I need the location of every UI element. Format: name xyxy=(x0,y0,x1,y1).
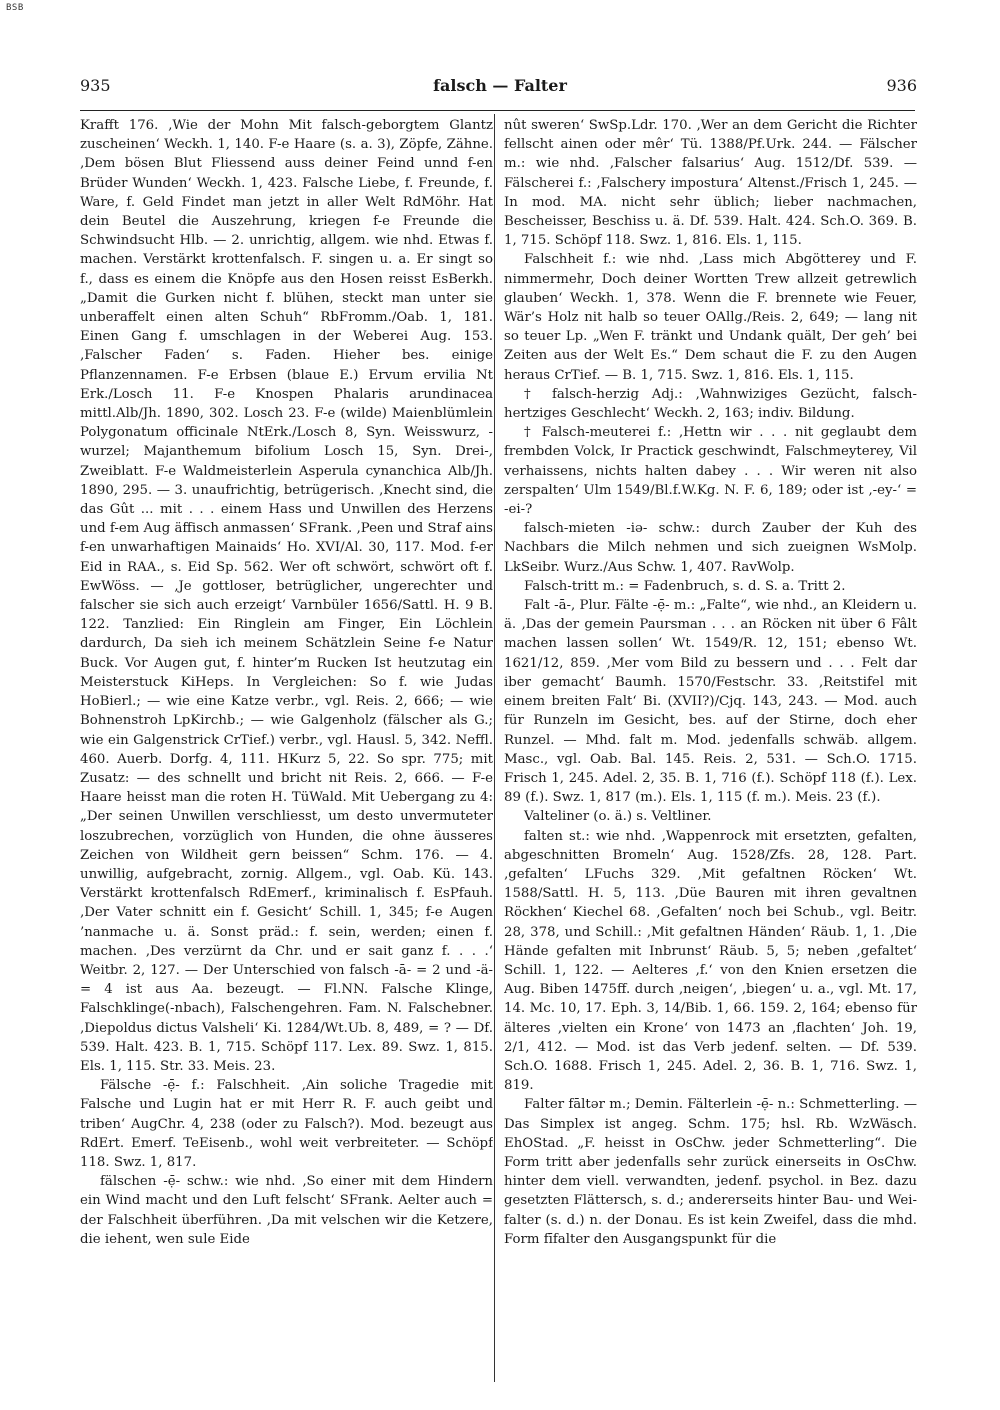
entry-falt: Falt -ā-, Plur. Fälte -ẹ̄- m.: „Falte“, wie nhd., an Kleidern u. ä. ‚Das der gemein Paursman . . . an Röcken nit über 6 Fâlt machen lassen sollen‘ Wt. 1549/R. 12, 151; ebenso Wt. 1621/12, 859. ‚Mer vom Bild zu bessern und . . . Felt dar iber gemacht‘ Baumh. 1570/Festschr. 33. ‚Reitstifel mit einem breiten Falt‘ Bi. (XVII?)/Cjq. 143, 243. — Mod. auch für Runzeln im Gesicht, bes. auf der Stirne, doch eher Runzel. — Mhd. falt m. Mod. jedenfalls schwäb. allgem. Masc., vgl. Oab. Bal. 145. Reis. 2, 531. — Sch.O. 1715. Frisch 1, 245. Adel. 2, 35. B. 1, 716 (f.). Schöpf 118 (f.). Lex. 89 (f.). Swz. 1, 817 (m.). Els. 1, 115 (f. m.). Meis. 23 (f.). xyxy=(504,598,917,806)
entry-falsch-meuterei: † Falsch-meuterei f.: ‚Hettn wir . . . nit geglaubt dem frembden Volck, Ir Practick geschwindt, Falschmeyterey, Vil verhaissens, nichts halten dabey . . . Wir weren nit also zerspalten‘ Ulm 1549/Bl.f.W.Kg. N. F. 6, 189; oder ist ‚-ey-‘ = -ei-? xyxy=(504,425,917,518)
entry-falschheit: Falschheit f.: wie nhd. ‚Lass mich Abgötterey und F. nimmermehr, Doch deiner Wortten Trew allzeit getrewlich glauben‘ Weckh. 1, 378. Wenn die F. brennete wie Feuer, Wär’s Holz nit halb so teuer OAllg./Reis. 2, 649; — lang nit so teuer Lp. „Wen F. tränkt und Undank quält, Der geh’ bei Zeiten aus der Welt Es.“ Dem schaut die F. zu den Augen heraus CrTief. — B. 1, 715. Swz. 1, 816. Els. 1, 115. xyxy=(504,252,917,383)
entry-falsch-continued: Krafft 176. ‚Wie der Mohn Mit falsch-geborgtem Glantz zuscheinen‘ Weckh. 1, 140. F-e Haare (s. a. 3), Zöpfe, Zähne. ‚Dem bösen Blut Fliessend auss deiner Feind unnd f-en Brüder Wunden‘ Weckh. 1, 423. Falsche Liebe, f. Freunde, f. Ware, f. Geld Findet man jetzt in aller Welt RdMöhr. Hat dein Beutel die Auszehrung, kriegen f-e Freunde die Schwindsucht Hlb. — 2. unrichtig, allgem. wie nhd. Etwas f. machen. Verstärkt krottenfalsch. F. singen u. a. Er singt so f., dass es einem die Knöpfe aus den Hosen reisst EsBerkh. „Damit die Gurken nicht f. blühen, steckt man unter sie unberaffelt einen alten Schuh“ RbFromm./Oab. 1, 181. Einen Gang f. umschlagen in der Weberei Aug. 153. ‚Falscher Faden‘ s. Faden. Hieher bes. einige Pflanzennamen. F-e Erbsen (blaue E.) Ervum ervilia Nt Erk./Losch 11. F-e Knospen Phalaris arundinacea mittl.Alb/Jh. 1890, 302. Losch 23. F-e (wilde) Maienblümlein Polygonatum officinale NtErk./Losch 8, Syn. Weisswurz, -wurzel; Majanthemum bifolium Losch 15, Syn. Drei-, Zweiblatt. F-e Waldmeisterlein Asperula cynanchica Alb/Jh. 1890, 295. — 3. unaufrichtig, betrügerisch. ‚Knecht sind, die das Gût ... mit . . . einem Hass und Unwillen des Herzens und f-em Aug äffisch anmassen‘ SFrank. ‚Peen und Straf ains f-en unwarhaftigen Mainaids‘ Ho. XVI/Al. 30, 117. Mod. f-er Eid in RAA., s. Eid Sp. 562. Wer oft schwört, schwört oft f. EwWöss. — ‚Je gottloser, betrüglicher, ungerechter und falscher sie sich auch erzeigt‘ Varnbüler 1656/Sattl. H. 9 B. 122. Tanzlied: Ein Ringlein am Finger, Ein Löchlein dardurch, Da sieh ich meinem Schätzlein Seine f-e Natur Buck. Vor Augen gut, f. hinter’m Rucken Ist heutzutag ein Meisterstuck KiHeps. In Vergleichen: So f. wie Judas HoBierl.; — wie eine Katze verbr., vgl. Reis. 2, 666; — wie Bohnenstroh LpKirchb.; — wie Galgenholz (fälscher als G.; wie ein Galgenstrick CrTief.) verbr., vgl. Hausl. 5, 342. Neffl. 460. Auerb. Dorfg. 4, 111. HKurz 5, 22. So spr. 775; mit Zusatz: — des schnellt und bricht nit Reis. 2, 666. — F-e Haare heisst man die roten H. TüWald. Mit Uebergang zu 4: „Der seinen Unwillen verschliesst, um desto unvermuteter loszubrechen, vorzüglich von Hunden, die ohne äusseres Zeichen von Wildheit gern beissen“ Schm. 176. — 4. unwillig, aufgebracht, zornig. Allgem., vgl. Oab. Kü. 143. Verstärkt krottenfalsch RdEmerf., kriminalisch f. EsPfauh. ‚Der Vater schnitt ein f. Gesicht‘ Schill. 1, 345; f-e Augen ’nanmache u. ä. Sonst präd.: f. sein, werden; einen f. machen. ‚Des verzürnt da Chr. und er sait ganz f. . . .‘ Weitbr. 2, 127. — Der Unterschied von falsch -ā- = 2 und -ä- = 4 ist aus Aa. bezeugt. — Fl.NN. Falsche Klinge, Falschklinge(-nbach), Falschengehren. Fam. N. Falschebner. ‚Diepoldus dictus Valsheli‘ Ki. 1284/Wt.Ub. 8, 489, = ? — Df. 539. Halt. 423. B. 1, 715. Schöpf 117. Lex. 89. Swz. 1, 815. Els. 1, 115. Str. 33. Meis. 23. xyxy=(80,118,493,1074)
entry-falsch-tritt: Falsch-tritt m.: = Fadenbruch, s. d. S. a. Tritt 2. xyxy=(524,578,846,594)
entry-falsch-mieten: falsch-mieten -iə- schw.: durch Zauber der Kuh des Nachbars die Milch nehmen und sich zueignen WsMolp. LkSeibr. Wurz./Aus Schw. 1, 407. RavWolp. xyxy=(504,521,917,575)
page-header xyxy=(0,76,1000,98)
column-left xyxy=(80,116,493,1386)
column-divider xyxy=(494,114,495,1382)
entry-falter: Falter fāltər m.; Demin. Fälterlein -ẹ̄- n.: Schmetterling. — Das Simplex ist angeg. Schm. 175; hsl. Rb. WzWäsch. EhOStad. „F. heisst in OsChw. jeder Schmetterling“. Die Form tritt aber jedenfalls sehr zurück einerseits in OsChw. hinter dem viell. verwandten, jedenf. psychol. in Bez. dazu gesetzten Flättersch, s. d.; andererseits hinter Bau- und Wei-falter (s. d.) n. der Donau. Es ist kein Zweifel, dass die mhd. Form fīfalter den Ausgangspunkt für die xyxy=(504,1097,917,1247)
entry-falten: falten st.: wie nhd. ‚Wappenrock mit ersetzten, gefalten, abgeschnitten Bromeln‘ Aug. 1528/Zfs. 28, 128. Part. ‚gefalten‘ LFuchs 329. ‚Mit gefaltnen Röcken‘ Wt. 1588/Sattl. H. 5, 113. ‚Düe Bauren mit ihren gevaltnen Röckhen‘ Kiechel 68. ‚Gefalten‘ noch bei Schub., vgl. Beitr. 28, 378, und Schill.: ‚Mit gefaltnen Händen‘ Räub. 1, 1. ‚Die Hände gefalten mit Inbrunst‘ Räub. 5, 5; neben ‚gefaltet‘ Schill. 1, 122. — Aelteres ‚f.‘ von den Knien ersetzen die Aug. Biben 1475ff. durch ‚neigen‘, ‚biegen‘ u. a., vgl. Mt. 17, 14. Mc. 10, 17. Eph. 3, 14/Bib. 1, 66. 159. 2, 164; ebenso für älteres ‚vielten ein Krone‘ von 1473 an ‚flachten‘ Joh. 19, 2/1, 412. — Mod. ist das Verb jedenf. selten. — Df. 539. Sch.O. 1688. Frisch 1, 245. Adel. 2, 36. B. 1, 716. Swz. 1, 819. xyxy=(504,828,917,1094)
entry-faelsche: Fälsche -ẹ̄- f.: Falschheit. ‚Ain soliche Tragedie mit Falsche und Lugin hat er mit Herr R. F. auch geibt und triben‘ AugChr. 4, 238 (oder zu Falsch?). Mod. bezeugt aus RdErt. Emerf. TeEisenb., wohl weit verbreiteter. — Schöpf 118. Swz. 1, 817. xyxy=(80,1078,493,1170)
running-title: falsch — Falter xyxy=(433,76,567,95)
entry-valteliner: Valteliner (o. ä.) s. Veltliner. xyxy=(524,809,712,825)
column-right xyxy=(504,116,917,1386)
page-number-left: 935 xyxy=(80,76,111,95)
entry-faelschen: fälschen -ẹ̄- schw.: wie nhd. ‚So einer mit dem Hindern ein Wind macht und den Luft felscht‘ SFrank. Aelter auch = der Falschheit überführen. ‚Da mit velschen wir die Ketzere, die iehent, wen sule Eide xyxy=(80,1174,493,1247)
header-rule xyxy=(80,110,915,111)
entry-faelschen-continued: nût sweren‘ SwSp.Ldr. 170. ‚Wer an dem Gericht die Richter fellscht ainen oder mêr‘ Tü. 1388/Pf.Urk. 244. — Fälscher m.: wie nhd. ‚Falscher falsarius‘ Aug. 1512/Df. 539. — Fälscherei f.: ‚Falschery impostura‘ Altenst./Frisch 1, 245. — In mod. MA. nicht sehr üblich; lieber nachmachen, Bescheisser, Beschiss u. ä. Df. 539. Halt. 424. Sch.O. 369. B. 1, 715. Schöpf 118. Swz. 1, 816. Els. 1, 115. xyxy=(504,118,917,249)
library-stamp: BSB xyxy=(6,3,24,13)
page-number-right: 936 xyxy=(886,76,917,95)
entry-falsch-herzig: † falsch-herzig Adj.: ‚Wahnwiziges Gezücht, falsch-hertziges Geschlecht‘ Weckh. 2, 163; indiv. Bildung. xyxy=(504,386,917,422)
